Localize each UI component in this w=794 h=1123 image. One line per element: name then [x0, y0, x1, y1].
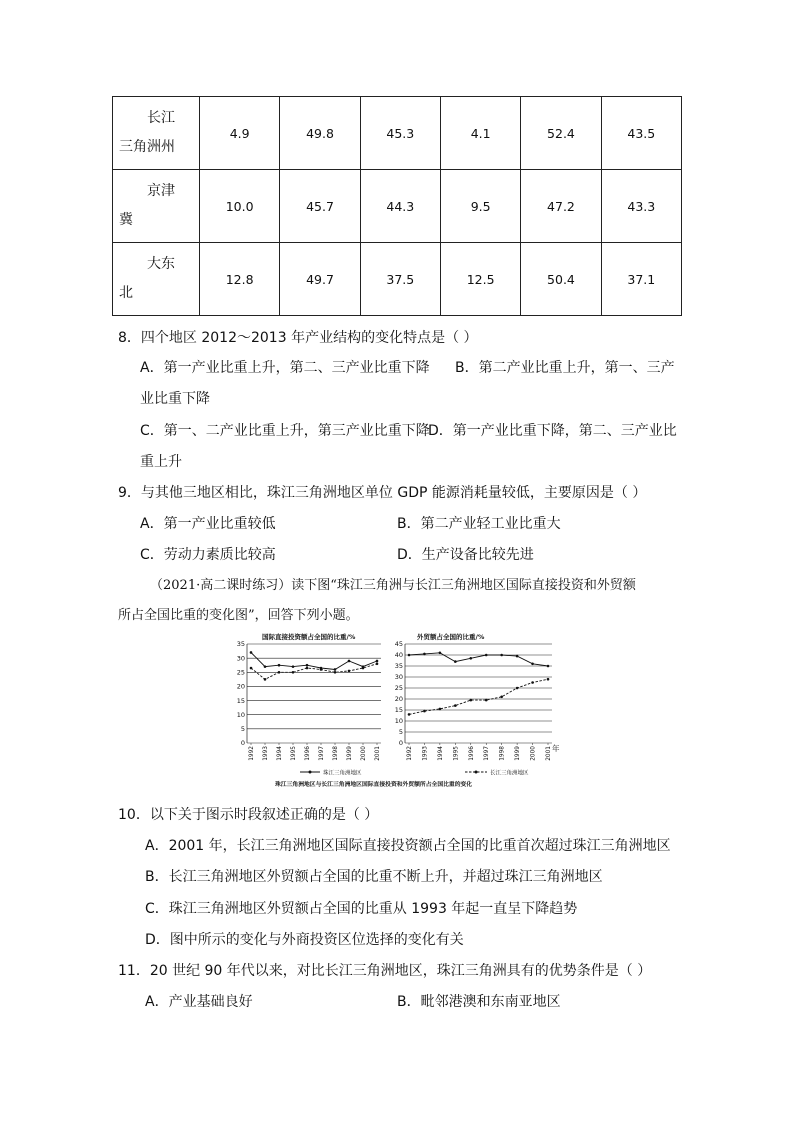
y-tick-label: 35 — [394, 662, 403, 671]
question-8-stem: 8．四个地区 2012～2013 年产业结构的变化特点是（ ） — [118, 330, 478, 346]
series-pearl-point — [278, 664, 281, 667]
y-tick-label: 15 — [394, 706, 403, 715]
series-pearl-point — [292, 665, 295, 668]
x-tick-label: 1995 — [453, 746, 460, 761]
series-yangtze-point — [408, 713, 411, 716]
figure-charts — [225, 630, 575, 792]
series-yangtze-point — [547, 678, 550, 681]
x-tick-label: 1997 — [484, 746, 491, 761]
x-tick-label: 1994 — [437, 746, 444, 761]
series-yangtze-point — [376, 663, 379, 666]
legend-pearl-label: 珠江三角洲地区 — [323, 770, 362, 777]
x-tick-label: 2001 — [546, 746, 552, 761]
series-pearl-point — [469, 657, 472, 660]
y-tick-label: 25 — [236, 668, 245, 677]
series-pearl-point — [516, 655, 519, 658]
question-11-option-b: B．毗邻港澳和东南亚地区 — [397, 994, 561, 1010]
series-pearl-point — [454, 660, 457, 663]
question-9-stem: 9．与其他三地区相比，珠江三角洲地区单位 GDP 能源消耗量较低，主要原因是（ ） — [118, 485, 647, 501]
table-cell: 37.1 — [601, 243, 681, 316]
table-cell: 45.7 — [280, 170, 360, 243]
table-cell: 37.5 — [360, 243, 440, 316]
y-tick-label: 30 — [394, 673, 403, 682]
legend-yangtze-marker — [475, 771, 478, 774]
y-tick-label: 20 — [394, 695, 403, 704]
row-label — [113, 97, 200, 170]
question-8-option-a: A．第一产业比重上升，第二、三产业比重下降 — [140, 360, 430, 376]
y-tick-label: 25 — [394, 684, 403, 693]
table-row — [113, 243, 682, 316]
row-label-line1: 长江 — [147, 110, 175, 126]
y-tick-label: 0 — [240, 739, 245, 748]
x-tick-label: 1998 — [499, 746, 506, 761]
series-pearl-point — [348, 660, 351, 663]
row-label-line2: 三角洲州 — [119, 139, 175, 155]
row-label — [113, 243, 200, 316]
x-tick-label: 1996 — [468, 746, 475, 761]
series-pearl-point — [264, 665, 267, 668]
question-10-option-c: C．珠江三角洲地区外贸额占全国的比重从 1993 年起一直呈下降趋势 — [145, 901, 578, 917]
y-tick-label: 15 — [236, 696, 245, 705]
x-tick-label: 1993 — [422, 746, 429, 761]
series-pearl-point — [547, 665, 550, 668]
x-tick-label: 1995 — [291, 746, 297, 761]
row-label-line2: 冀 — [119, 212, 133, 228]
chart-2-title: 外贸额占全国的比重/% — [417, 633, 485, 641]
series-yangtze-point — [306, 667, 309, 670]
x-tick-label: 1994 — [277, 746, 283, 761]
question-8-option-d: D．第一产业比重下降，第二、三产业比 — [428, 423, 677, 439]
table-cell: 47.2 — [521, 170, 601, 243]
series-pearl-point — [376, 660, 379, 663]
series-yangtze-point — [485, 699, 488, 702]
question-8-option-c: C．第一、二产业比重上升，第三产业比重下降 — [140, 423, 430, 439]
series-pearl-point — [485, 654, 488, 657]
row-label-line1: 京津 — [147, 183, 175, 199]
series-pearl-point — [408, 654, 411, 657]
series-yangtze-point — [348, 670, 351, 673]
row-label-line2: 北 — [119, 285, 133, 301]
x-tick-label: 1996 — [305, 746, 311, 761]
series-pearl-point — [531, 663, 534, 666]
table-cell: 12.8 — [200, 243, 280, 316]
question-10-option-b: B．长江三角洲地区外贸额占全国的比重不断上升，并超过珠江三角洲地区 — [145, 869, 603, 885]
x-tick-label: 1992 — [249, 746, 255, 761]
year-unit-label: 年 — [552, 744, 560, 753]
series-pearl-point — [423, 653, 426, 656]
row-label-line1: 大东 — [147, 256, 175, 272]
legend-pearl-marker — [309, 771, 312, 774]
series-yangtze-point — [334, 671, 337, 674]
y-tick-label: 10 — [236, 710, 245, 719]
y-tick-label: 45 — [394, 640, 403, 649]
table-cell: 43.5 — [601, 97, 681, 170]
series-yangtze-point — [439, 708, 442, 711]
series-yangtze-point — [454, 704, 457, 707]
material-intro-line2: 所占全国比重的变化图”，回答下列小题。 — [118, 608, 359, 623]
series-yangtze-point — [264, 678, 267, 681]
y-tick-label: 5 — [240, 725, 245, 734]
y-tick-label: 35 — [236, 640, 245, 649]
x-tick-label: 2000 — [361, 746, 367, 761]
question-10-stem: 10．以下关于图示时段叙述正确的是（ ） — [118, 807, 379, 823]
y-tick-label: 40 — [394, 651, 403, 660]
table-cell: 50.4 — [521, 243, 601, 316]
series-pearl-point — [334, 668, 337, 671]
table-cell: 12.5 — [440, 243, 520, 316]
series-pearl-point — [306, 664, 309, 667]
x-tick-label: 1997 — [319, 746, 325, 761]
question-11-option-a: A．产业基础良好 — [145, 994, 253, 1010]
x-tick-label: 1999 — [515, 746, 522, 761]
chart-1-title: 国际直接投资额占全国的比重/% — [262, 633, 356, 641]
series-yangtze-point — [516, 687, 519, 690]
question-8-option-d-cont: 重上升 — [140, 454, 182, 470]
question-10-option-a: A．2001 年，长江三角洲地区国际直接投资额占全国的比重首次超过珠江三角洲地区 — [145, 838, 671, 854]
series-yangtze-point — [292, 671, 295, 674]
series-yangtze-point — [278, 671, 281, 674]
x-tick-label: 2000 — [530, 746, 537, 761]
y-tick-label: 10 — [394, 717, 403, 726]
x-tick-label: 1992 — [407, 746, 413, 761]
question-11-stem: 11．20 世纪 90 年代以来，对比长江三角洲地区，珠江三角洲具有的优势条件是（ ） — [118, 963, 652, 979]
table-cell: 10.0 — [200, 170, 280, 243]
row-label — [113, 170, 200, 243]
y-tick-label: 0 — [398, 739, 403, 748]
figure-caption: 珠江三角洲地区与长江三角洲地区国际直接投资和外贸额所占全国比重的变化 — [275, 782, 473, 788]
x-tick-label: 2001 — [375, 746, 381, 761]
series-pearl-point — [250, 651, 253, 654]
series-yangtze-point — [362, 667, 365, 670]
y-tick-label: 30 — [236, 654, 245, 663]
series-pearl-line — [251, 653, 377, 670]
legend-yangtze-label: 长江三角洲地区 — [490, 770, 529, 777]
series-pearl-point — [439, 652, 442, 655]
series-yangtze-point — [250, 667, 253, 670]
table-cell: 4.9 — [200, 97, 280, 170]
series-yangtze-point — [423, 710, 426, 713]
table-cell: 49.7 — [280, 243, 360, 316]
table-cell: 4.1 — [440, 97, 520, 170]
table-cell: 52.4 — [521, 97, 601, 170]
table-row — [113, 97, 682, 170]
table-cell: 45.3 — [360, 97, 440, 170]
table-cell: 49.8 — [280, 97, 360, 170]
question-9-option-b: B．第二产业轻工业比重大 — [397, 516, 561, 532]
question-8-option-b-cont: 业比重下降 — [140, 391, 210, 407]
y-tick-label: 20 — [236, 682, 245, 691]
series-yangtze-point — [500, 696, 503, 699]
series-yangtze-point — [469, 699, 472, 702]
x-tick-label: 1998 — [333, 746, 339, 761]
table-cell: 44.3 — [360, 170, 440, 243]
series-pearl-point — [500, 654, 503, 657]
data-table — [112, 96, 682, 316]
question-9-option-a: A．第一产业比重较低 — [140, 516, 276, 532]
material-intro-line1: （2021·高二课时练习）读下图“珠江三角洲与长江三角洲地区国际直接投资和外贸额 — [150, 578, 636, 593]
series-yangtze-point — [531, 681, 534, 684]
x-tick-label: 1993 — [263, 746, 269, 761]
x-tick-label: 1999 — [347, 746, 353, 761]
question-9-option-c: C．劳动力素质比较高 — [140, 547, 276, 563]
table-cell: 43.3 — [601, 170, 681, 243]
question-8-option-b: B．第二产业比重上升，第一、三产 — [455, 360, 675, 376]
table-cell: 9.5 — [440, 170, 520, 243]
series-yangtze-point — [320, 668, 323, 671]
series-yangtze-line — [409, 679, 548, 714]
question-10-option-d: D．图中所示的变化与外商投资区位选择的变化有关 — [145, 932, 464, 948]
table-row — [113, 170, 682, 243]
question-9-option-d: D．生产设备比较先进 — [397, 547, 534, 563]
y-tick-label: 5 — [398, 728, 403, 737]
